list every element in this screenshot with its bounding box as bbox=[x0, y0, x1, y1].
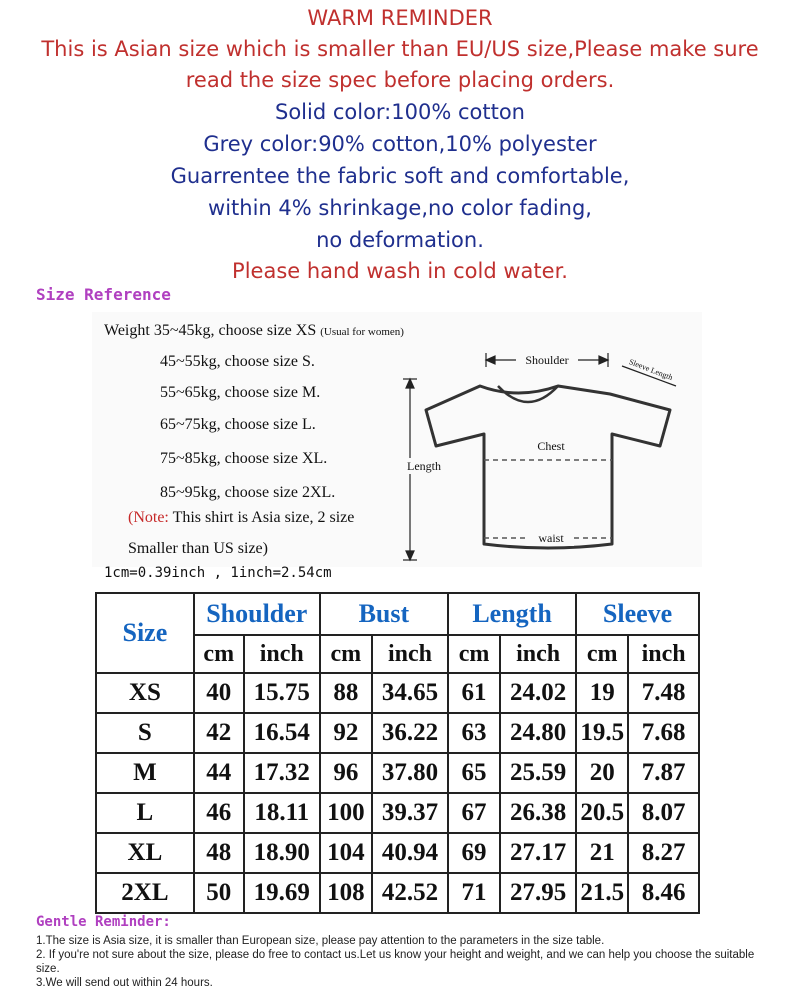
table-cell: 37.80 bbox=[372, 753, 448, 793]
table-cell: XL bbox=[96, 833, 194, 873]
xs-usual-note: (Usual for women) bbox=[320, 326, 404, 338]
table-cell: 8.46 bbox=[628, 873, 699, 913]
unit-header-inch: inch bbox=[628, 635, 699, 673]
warm-reminder-line-5: Guarrentee the fabric soft and comfortable, bbox=[170, 164, 630, 188]
table-cell: 46 bbox=[194, 793, 244, 833]
table-cell: 67 bbox=[448, 793, 500, 833]
table-cell: 71 bbox=[448, 873, 500, 913]
warm-reminder-line-1: This is Asian size which is smaller than EU/US size,Please make sure bbox=[41, 37, 759, 61]
table-cell: 20 bbox=[576, 753, 628, 793]
size-reference-title: Size Reference bbox=[36, 285, 171, 304]
table-row bbox=[96, 713, 699, 753]
table-cell: 19.69 bbox=[244, 873, 320, 913]
shoulder-label: Shoulder bbox=[525, 353, 569, 367]
table-cell: 104 bbox=[320, 833, 372, 873]
table-cell: 7.87 bbox=[628, 753, 699, 793]
table-cell: 63 bbox=[448, 713, 500, 753]
unit-header-cm: cm bbox=[320, 635, 372, 673]
table-cell: L bbox=[96, 793, 194, 833]
table-cell: 2XL bbox=[96, 873, 194, 913]
table-cell: 26.38 bbox=[500, 793, 576, 833]
table-cell: 21.5 bbox=[576, 873, 628, 913]
table-cell: 100 bbox=[320, 793, 372, 833]
group-header-bust: Bust bbox=[320, 593, 448, 635]
note-label: (Note: bbox=[128, 509, 169, 526]
table-cell: 27.17 bbox=[500, 833, 576, 873]
table-cell: S bbox=[96, 713, 194, 753]
asia-size-note bbox=[128, 509, 354, 527]
table-cell: 69 bbox=[448, 833, 500, 873]
table-cell: XS bbox=[96, 673, 194, 713]
note-text: This shirt is Asia size, 2 size bbox=[168, 509, 355, 526]
asia-size-note-2: Smaller than US size) bbox=[128, 540, 268, 557]
tshirt-diagram bbox=[398, 346, 698, 566]
weight-line-xl: 75~85kg, choose size XL. bbox=[160, 450, 328, 467]
waist-label: waist bbox=[538, 531, 564, 545]
table-row bbox=[96, 833, 699, 873]
table-cell: 15.75 bbox=[244, 673, 320, 713]
table-cell: 42 bbox=[194, 713, 244, 753]
table-row bbox=[96, 753, 699, 793]
weight-line-2xl: 85~95kg, choose size 2XL. bbox=[160, 484, 336, 501]
table-cell: 96 bbox=[320, 753, 372, 793]
unit-header-cm: cm bbox=[576, 635, 628, 673]
unit-header-cm: cm bbox=[448, 635, 500, 673]
group-header-sleeve: Sleeve bbox=[576, 593, 699, 635]
table-cell: 88 bbox=[320, 673, 372, 713]
warm-reminder-line-3: Solid color:100% cotton bbox=[274, 100, 525, 124]
table-cell: 27.95 bbox=[500, 873, 576, 913]
table-cell: 20.5 bbox=[576, 793, 628, 833]
unit-conversion: 1cm=0.39inch , 1inch=2.54cm bbox=[104, 565, 332, 581]
warm-reminder-line-8: Please hand wash in cold water. bbox=[232, 259, 568, 283]
size-chart-table bbox=[95, 592, 700, 914]
table-cell: 16.54 bbox=[244, 713, 320, 753]
unit-header-inch: inch bbox=[500, 635, 576, 673]
sleeve-length-label: Sleeve Length bbox=[627, 357, 674, 383]
weight-line-l: 65~75kg, choose size L. bbox=[160, 416, 316, 433]
warm-reminder-title: WARM REMINDER bbox=[307, 6, 493, 30]
table-group-header-row bbox=[96, 593, 699, 635]
table-cell: 18.90 bbox=[244, 833, 320, 873]
table-row bbox=[96, 673, 699, 713]
table-cell: 34.65 bbox=[372, 673, 448, 713]
unit-header-inch: inch bbox=[372, 635, 448, 673]
gentle-reminder-item-2: 2. If you're not sure about the size, please do free to contact us.Let us know your height and weight, and we can help you choose the suitable size. bbox=[36, 949, 755, 975]
table-cell: 25.59 bbox=[500, 753, 576, 793]
table-cell: 48 bbox=[194, 833, 244, 873]
table-cell: M bbox=[96, 753, 194, 793]
warm-reminder-line-6: within 4% shrinkage,no color fading, bbox=[208, 196, 592, 220]
group-header-shoulder: Shoulder bbox=[194, 593, 320, 635]
table-cell: 65 bbox=[448, 753, 500, 793]
table-cell: 40.94 bbox=[372, 833, 448, 873]
table-cell: 18.11 bbox=[244, 793, 320, 833]
table-cell: 92 bbox=[320, 713, 372, 753]
table-cell: 42.52 bbox=[372, 873, 448, 913]
gentle-reminder-item-1: 1.The size is Asia size, it is smaller than European size, please pay attention to the parameters in the size table. bbox=[36, 935, 605, 947]
table-cell: 36.22 bbox=[372, 713, 448, 753]
table-cell: 19 bbox=[576, 673, 628, 713]
table-cell: 61 bbox=[448, 673, 500, 713]
table-cell: 39.37 bbox=[372, 793, 448, 833]
group-header-length: Length bbox=[448, 593, 576, 635]
weight-line-m: 55~65kg, choose size M. bbox=[160, 384, 321, 401]
table-cell: 24.02 bbox=[500, 673, 576, 713]
warm-reminder-line-4: Grey color:90% cotton,10% polyester bbox=[203, 132, 597, 156]
table-cell: 7.68 bbox=[628, 713, 699, 753]
warm-reminder-line-2: read the size spec before placing orders. bbox=[185, 68, 615, 92]
weight-text-xs: Weight 35~45kg, choose size XS bbox=[104, 322, 317, 339]
table-cell: 19.5 bbox=[576, 713, 628, 753]
unit-header-inch: inch bbox=[244, 635, 320, 673]
gentle-reminder-title: Gentle Reminder: bbox=[36, 914, 171, 930]
table-cell: 7.48 bbox=[628, 673, 699, 713]
chest-label: Chest bbox=[537, 439, 565, 453]
table-cell: 8.07 bbox=[628, 793, 699, 833]
table-cell: 17.32 bbox=[244, 753, 320, 793]
weight-line-xs bbox=[104, 322, 404, 340]
table-cell: 108 bbox=[320, 873, 372, 913]
table-cell: 8.27 bbox=[628, 833, 699, 873]
table-cell: 24.80 bbox=[500, 713, 576, 753]
unit-header-cm: cm bbox=[194, 635, 244, 673]
table-row bbox=[96, 793, 699, 833]
weight-line-s: 45~55kg, choose size S. bbox=[160, 353, 315, 370]
size-column-header: Size bbox=[96, 593, 194, 673]
length-label: Length bbox=[407, 459, 441, 473]
table-cell: 50 bbox=[194, 873, 244, 913]
table-cell: 44 bbox=[194, 753, 244, 793]
table-cell: 21 bbox=[576, 833, 628, 873]
table-row bbox=[96, 873, 699, 913]
gentle-reminder-item-3: 3.We will send out within 24 hours. bbox=[36, 977, 213, 989]
tshirt-outline-icon bbox=[426, 386, 670, 548]
warm-reminder-line-7: no deformation. bbox=[316, 228, 484, 252]
table-cell: 40 bbox=[194, 673, 244, 713]
